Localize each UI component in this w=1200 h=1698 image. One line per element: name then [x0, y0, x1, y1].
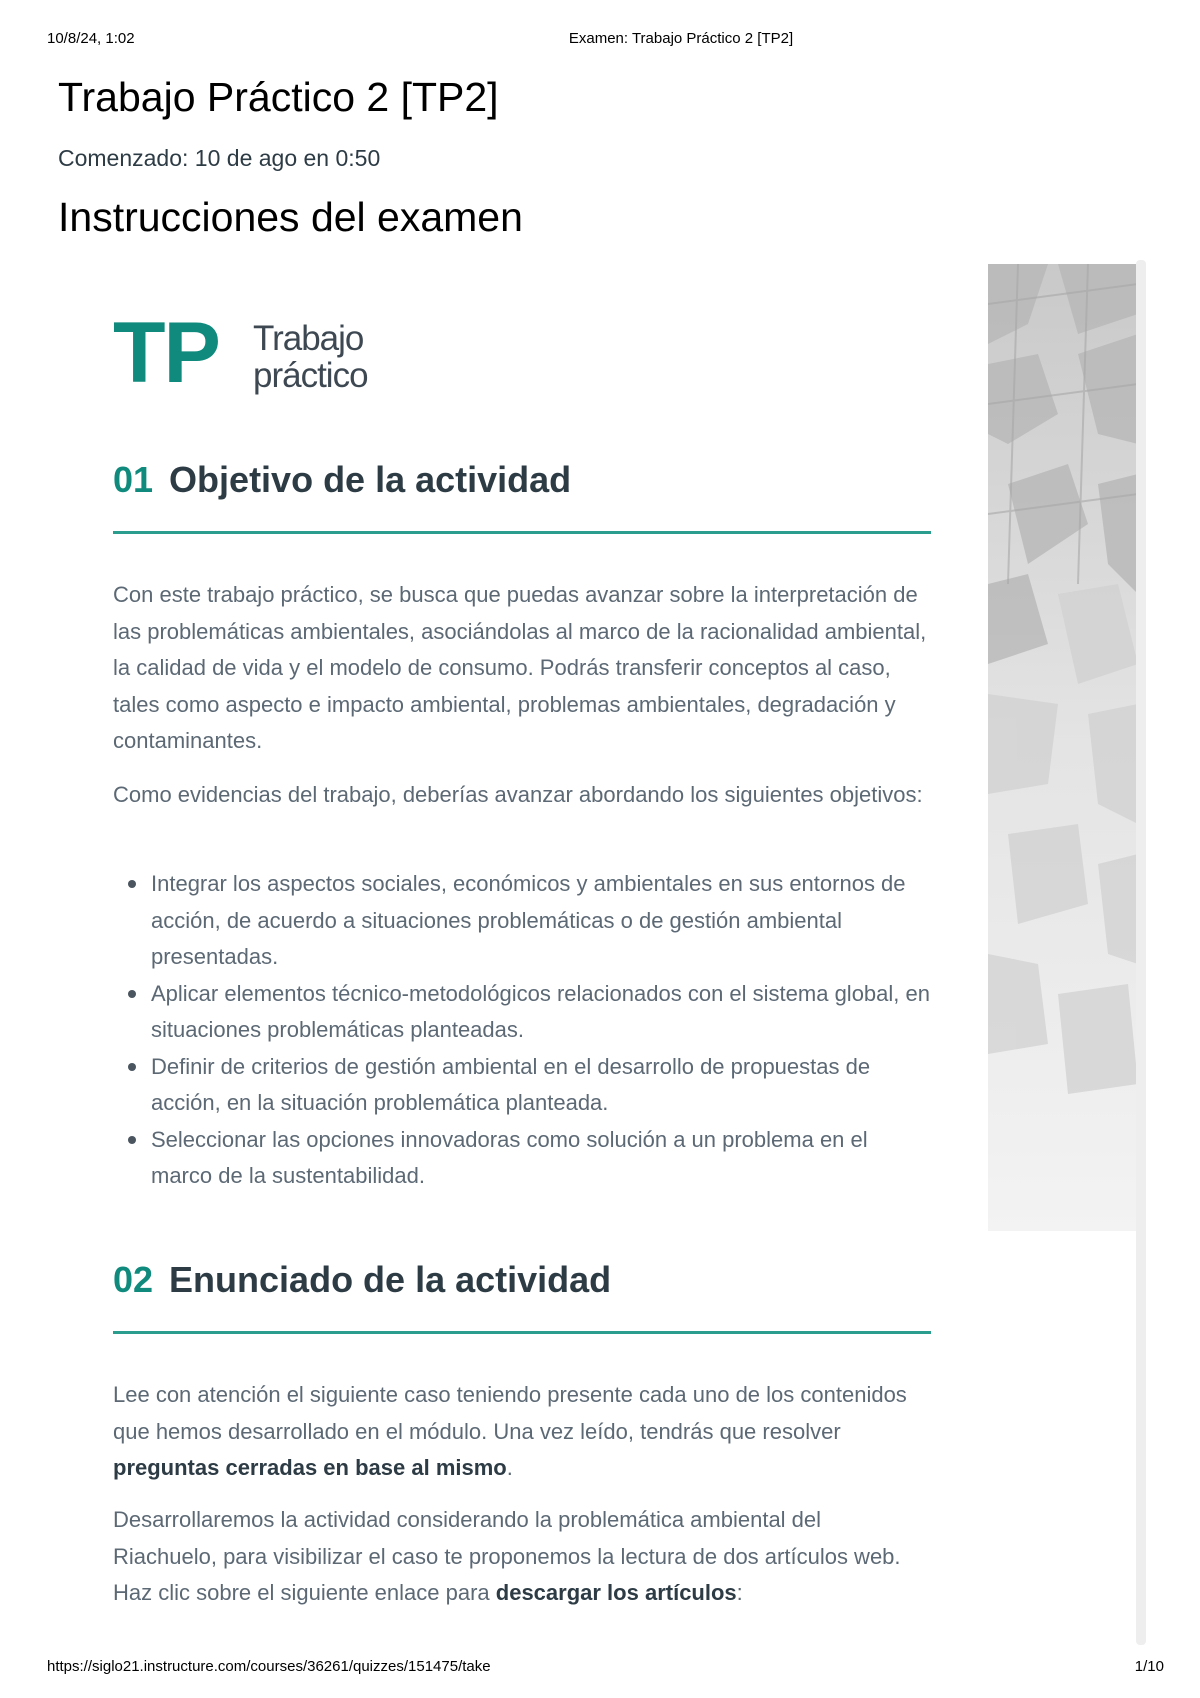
list-item: [113, 866, 931, 976]
instructions-heading: Instrucciones del examen: [58, 194, 523, 240]
section-statement: [113, 1255, 931, 1334]
section-heading: [113, 455, 931, 505]
objectives-list: [113, 866, 931, 1195]
tp-logo-mark: TP: [113, 305, 219, 401]
articles-text: Desarrollaremos la actividad considerando la problemática ambiental del Riachuelo, para visibilizar el caso te proponemos la lectura de dos artículos web. Haz clic sobre el siguiente enlace para: [113, 1507, 901, 1605]
section-divider: [113, 1331, 931, 1334]
section-title: Enunciado de la actividad: [169, 1259, 612, 1300]
articles-paragraph: [113, 1502, 931, 1612]
print-page-title: Examen: Trabajo Práctico 2 [TP2]: [568, 30, 794, 47]
bullet-icon: [128, 1136, 136, 1144]
section-title: Objetivo de la actividad: [169, 459, 572, 500]
list-item: [113, 1122, 931, 1195]
decorative-architecture-image: [988, 264, 1138, 1231]
tp-logo-text: [253, 320, 368, 394]
statement-text: Lee con atención el siguiente caso teniendo presente cada uno de los contenidos que hemos desarrollado en el módulo. Una vez leído, tendrás que resolver: [113, 1382, 907, 1444]
list-item: [113, 1049, 931, 1122]
list-item-text: Seleccionar las opciones innovadoras como solución a un problema en el marco de la sustentabilidad.: [151, 1126, 868, 1188]
section-number: 01: [113, 459, 154, 500]
list-item: [113, 976, 931, 1049]
print-header: [0, 30, 1200, 50]
section-number: 02: [113, 1259, 154, 1300]
print-date: 10/8/24, 1:02: [47, 30, 135, 47]
bullet-icon: [128, 880, 136, 888]
bullet-icon: [128, 990, 136, 998]
list-item-text: Aplicar elementos técnico-metodológicos relacionados con el sistema global, en situaciones problemáticas planteadas.: [151, 980, 930, 1042]
statement-text-end: .: [506, 1455, 513, 1480]
evidence-paragraph: Como evidencias del trabajo, deberías avanzar abordando los siguientes objetivos:: [113, 782, 923, 807]
download-articles-emphasis: descargar los artículos: [495, 1580, 737, 1605]
tp-logo-line1: Trabajo: [253, 319, 364, 358]
objective-paragraph: Con este trabajo práctico, se busca que puedas avanzar sobre la interpretación de las problemáticas ambientales, asociándolas al marco de la racionalidad ambiental, la calidad de vida y el modelo de consumo. Podrás transferir conceptos al caso, tales como aspecto e impacto ambiental, problemas ambientales, degradación y contaminantes.: [113, 582, 927, 753]
section-objective: [113, 455, 931, 534]
articles-text-end: :: [736, 1580, 743, 1605]
print-page-number: 1/10: [1134, 1658, 1164, 1675]
statement-emphasis: preguntas cerradas en base al mismo: [113, 1455, 507, 1480]
list-item-text: Integrar los aspectos sociales, económicos y ambientales en sus entornos de acción, de acuerdo a situaciones problemáticas o de gestión ambiental presentadas.: [151, 871, 906, 969]
quiz-title: Trabajo Práctico 2 [TP2]: [58, 74, 499, 120]
print-url: https://siglo21.instructure.com/courses/36261/quizzes/151475/take: [47, 1658, 491, 1675]
tp-logo: [113, 305, 413, 401]
scrollbar[interactable]: [1136, 260, 1146, 1645]
statement-paragraph: [113, 1377, 931, 1487]
section-heading: [113, 1255, 931, 1305]
list-item-text: Definir de criterios de gestión ambiental en el desarrollo de propuestas de acción, en la situación problemática planteada.: [151, 1053, 871, 1115]
tp-logo-line2: práctico: [253, 356, 368, 395]
bullet-icon: [128, 1063, 136, 1071]
quiz-started-time: Comenzado: 10 de ago en 0:50: [58, 145, 381, 171]
section-divider: [113, 531, 931, 534]
